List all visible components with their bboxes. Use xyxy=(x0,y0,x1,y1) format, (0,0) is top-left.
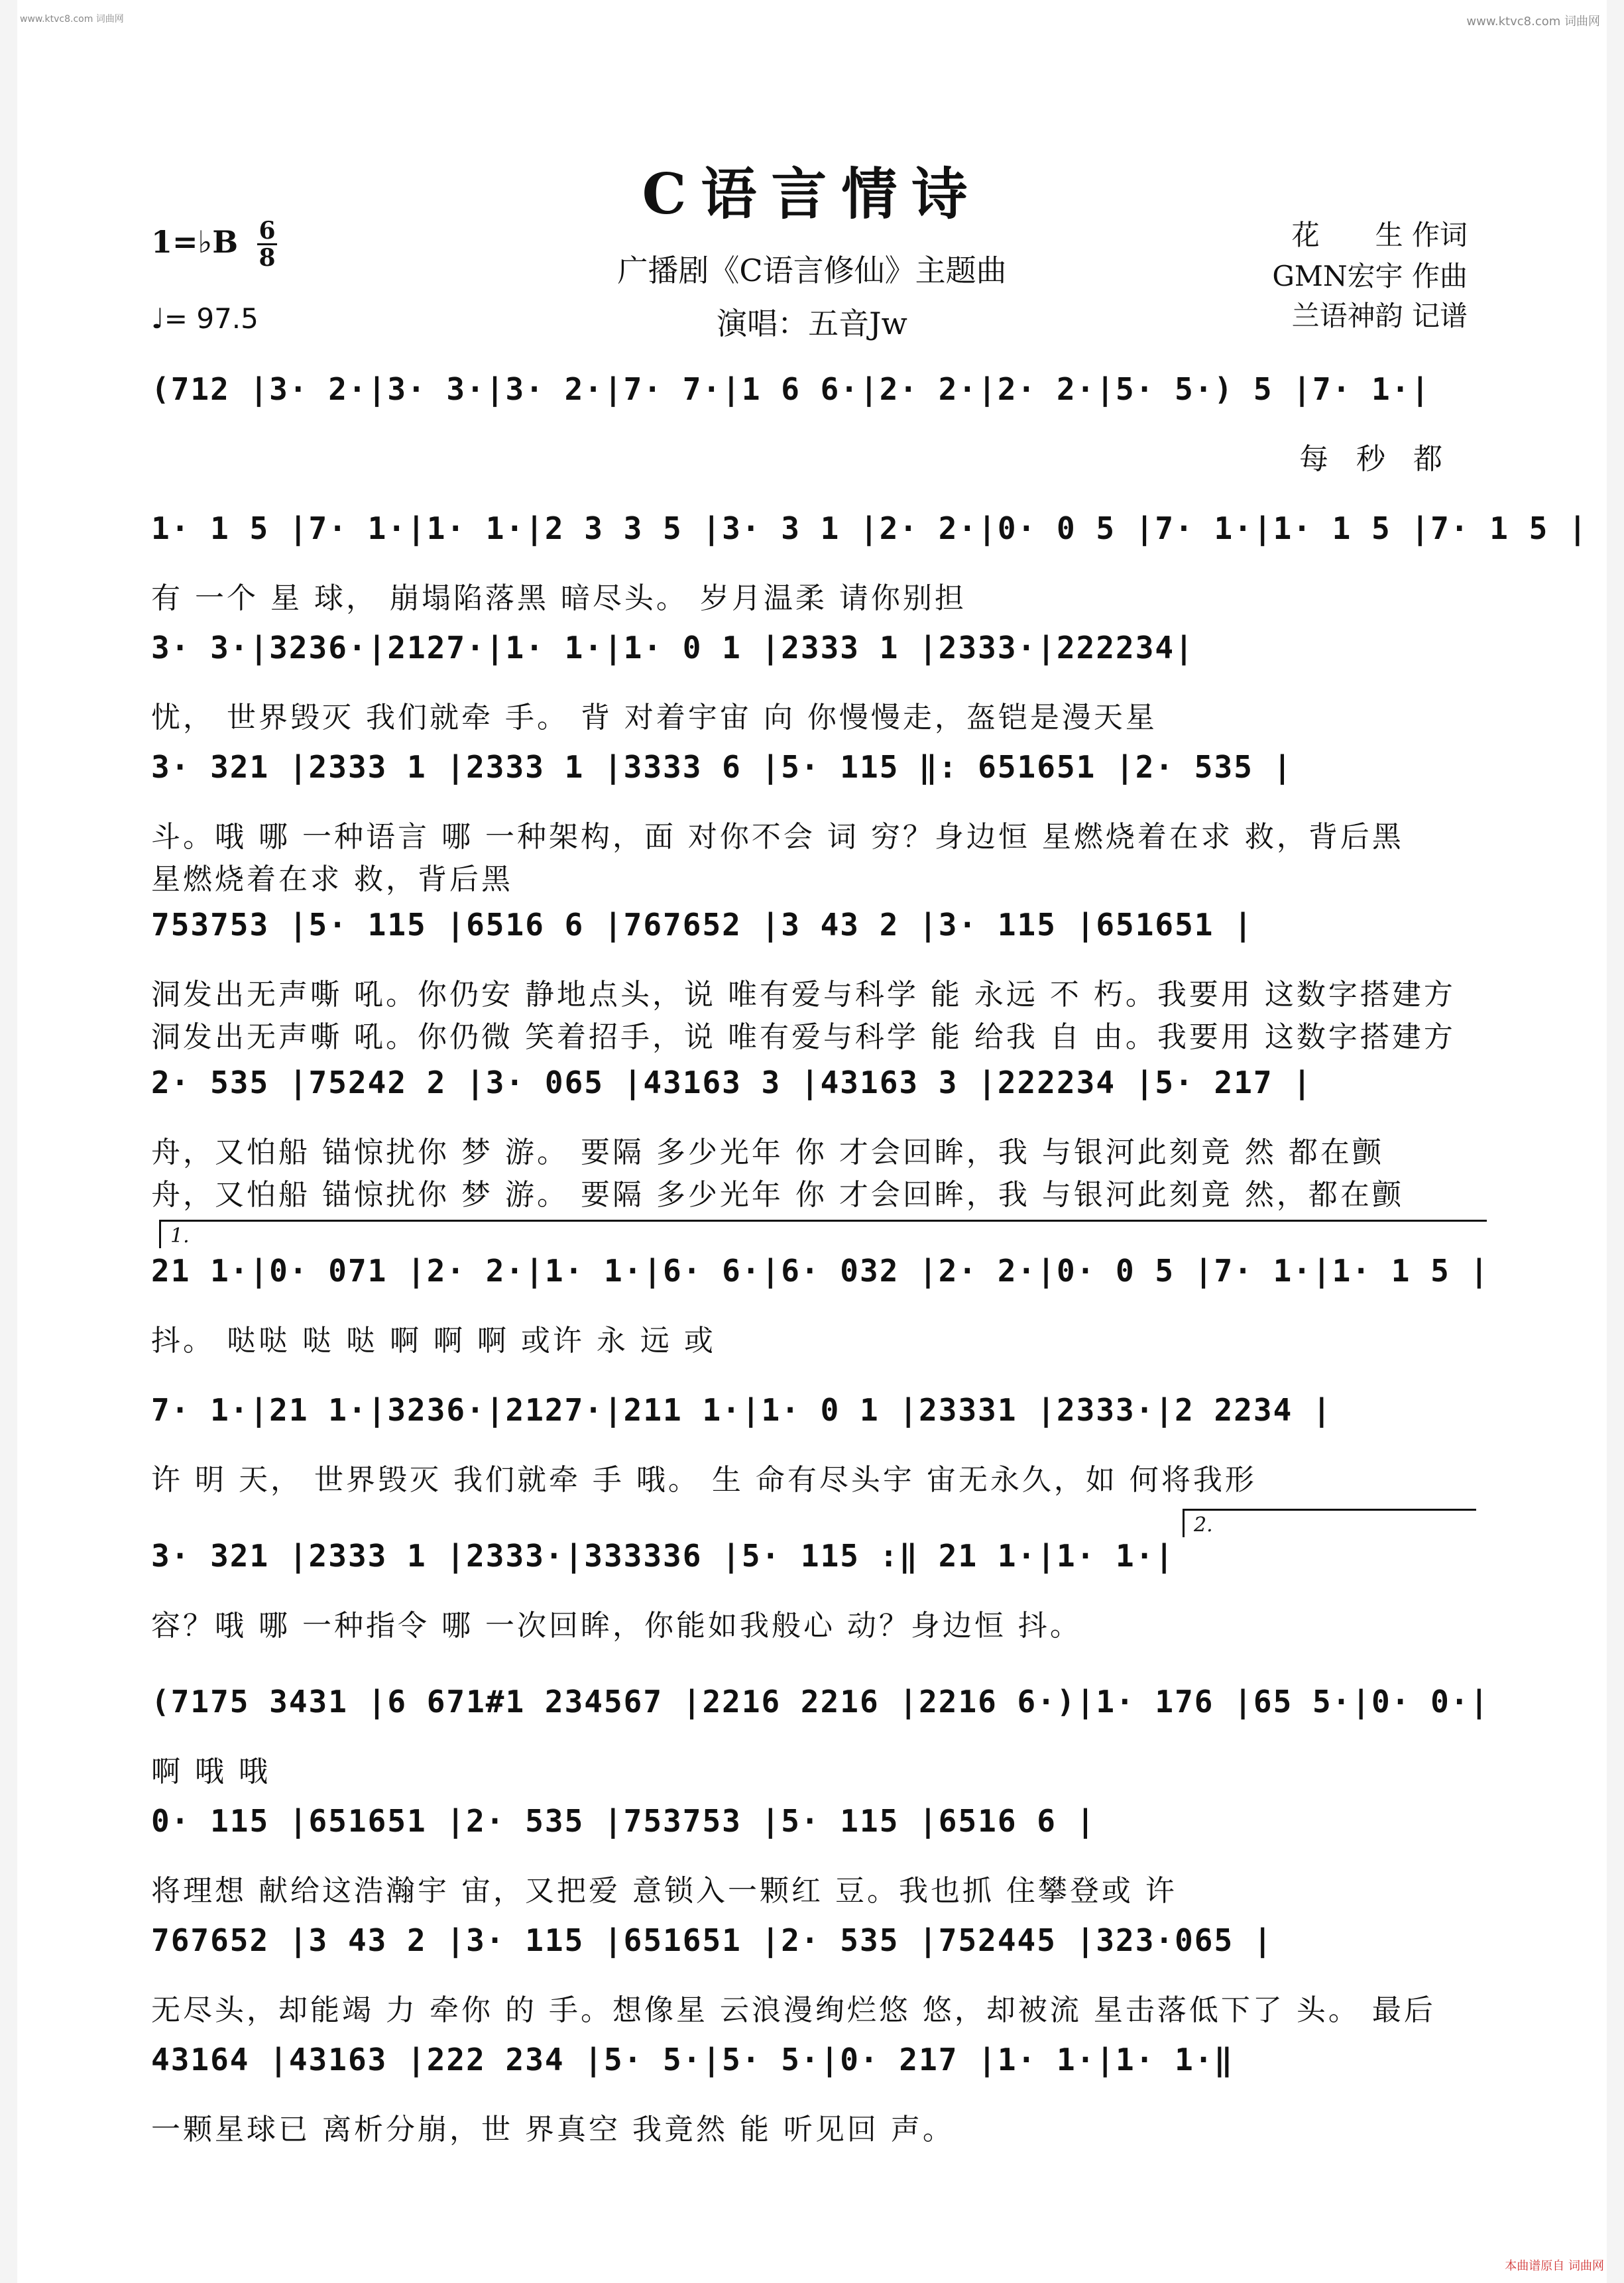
lyricist-credit: 花 生 作词 xyxy=(1291,219,1468,251)
time-denominator: 8 xyxy=(259,244,276,272)
notation-row-12: 767652 |3 43 2 |3· 115 |651651 |2· 535 |752445 |323·065 | xyxy=(151,1922,1273,1958)
key-signature: 1=♭B xyxy=(151,224,239,260)
singer-line: 演唱：五音Jw xyxy=(717,306,907,341)
notation-row-8: 7· 1·|21 1·|3236·|2127·|211 1·|1· 0 1 |23331 |2333·|2 2234 | xyxy=(151,1392,1332,1428)
notation-row-3: 3· 3·|3236·|2127·|1· 1·|1· 0 1 |2333 1 |2333·|222234| xyxy=(151,630,1194,666)
notation-row-1: (712 |3· 2·|3· 3·|3· 2·|7· 7·|1 6 6·|2· 2·|2· 2·|5· 5·) 5 |7· 1·| xyxy=(151,371,1431,407)
lyric-line-4-2: 星燃烧着在求 救，背后黑 xyxy=(151,862,513,896)
composer-credit: GMN宏宇 作曲 xyxy=(1272,260,1468,292)
lyric-line-2-1: 有 一个 星 球， 崩塌陷落黑 暗尽头。 岁月温柔 请你别担 xyxy=(151,581,966,615)
lyric-line-3-1: 忧， 世界毁灭 我们就牵 手。 背 对着宇宙 向 你慢慢走，盔铠是漫天星 xyxy=(151,701,1157,734)
lyric-line-11-1: 将理想 献给这浩瀚宇 宙，又把爱 意锁入一颗红 豆。我也抓 住攀登或 许 xyxy=(151,1874,1177,1908)
site-watermark-left: www.ktvc8.com 词曲网 xyxy=(20,14,124,25)
time-numerator: 6 xyxy=(259,217,276,245)
lyric-line-8-1: 许 明 天， 世界毁灭 我们就牵 手 哦。 生 命有尽头宇 宙无永久，如 何将我形 xyxy=(151,1463,1257,1497)
transcriber-credit: 兰语神韵 记谱 xyxy=(1291,300,1468,332)
lyric-line-6-2: 舟，又怕船 锚惊扰你 梦 游。 要隔 多少光年 你 才会回眸，我 与银河此刻竟 然，都在颤 xyxy=(151,1178,1404,1212)
notation-row-7: 21 1·|0· 071 |2· 2·|1· 1·|6· 6·|6· 032 |2· 2·|0· 0 5 |7· 1·|1· 1 5 | xyxy=(151,1253,1490,1289)
notation-row-5: 753753 |5· 115 |6516 6 |767652 |3 43 2 |3· 115 |651651 | xyxy=(151,907,1253,943)
second-ending-bracket xyxy=(1183,1509,1476,1537)
song-title: C语言情诗 xyxy=(642,161,982,227)
notation-row-6: 2· 535 |75242 2 |3· 065 |43163 3 |43163 3 |222234 |5· 217 | xyxy=(151,1065,1312,1100)
footer-source: 本曲谱原自 词曲网 xyxy=(1505,2259,1604,2273)
lyric-line-5-1: 洞发出无声嘶 吼。你仍安 静地点头，说 唯有爱与科学 能 永远 不 朽。我要用 这数字搭建方 xyxy=(151,978,1456,1012)
notation-row-2: 1· 1 5 |7· 1·|1· 1·|2 3 3 5 |3· 3 1 |2· 2·|0· 0 5 |7· 1·|1· 1 5 |7· 1 5 | xyxy=(151,510,1588,546)
lyric-line-4-1: 斗。哦 哪 一种语言 哪 一种架构，面 对你不会 词 穷？身边恒 星燃烧着在求 救，背后黑 xyxy=(151,820,1404,854)
notation-row-9: 3· 321 |2333 1 |2333·|333336 |5· 115 :‖ 21 1·|1· 1·| xyxy=(151,1538,1175,1574)
lyric-line-10-1: 啊 哦 哦 xyxy=(151,1755,270,1788)
lyric-line-5-2: 洞发出无声嘶 吼。你仍微 笑着招手，说 唯有爱与科学 能 给我 自 由。我要用 这数字搭建方 xyxy=(151,1020,1456,1054)
lyric-line-7-1: 抖。 哒哒 哒 哒 啊 啊 啊 或许 永 远 或 xyxy=(151,1324,716,1358)
second-ending-label: 2. xyxy=(1194,1513,1213,1537)
lyric-line-1-1: 每 秒 都 xyxy=(1299,442,1452,476)
first-ending-bracket xyxy=(159,1220,1487,1248)
notation-row-10: (7175 3431 |6 671#1 234567 |2216 2216 |2216 6·)|1· 176 |65 5·|0· 0·| xyxy=(151,1684,1490,1720)
tempo-marking: ♩= 97.5 xyxy=(151,302,259,335)
site-watermark-right: www.ktvc8.com 词曲网 xyxy=(1466,15,1600,29)
song-subtitle: 广播剧《C语言修仙》主题曲 xyxy=(617,253,1007,288)
lyric-line-9-1: 容？哦 哪 一种指令 哪 一次回眸，你能如我般心 动？身边恒 抖。 xyxy=(151,1609,1082,1643)
lyric-line-6-1: 舟，又怕船 锚惊扰你 梦 游。 要隔 多少光年 你 才会回眸，我 与银河此刻竟 然 都在颤 xyxy=(151,1136,1384,1169)
notation-row-11: 0· 115 |651651 |2· 535 |753753 |5· 115 |6516 6 | xyxy=(151,1803,1096,1839)
time-signature xyxy=(257,219,277,270)
first-ending-label: 1. xyxy=(170,1224,190,1248)
notation-row-13: 43164 |43163 |222 234 |5· 5·|5· 5·|0· 217 |1· 1·|1· 1·‖ xyxy=(151,2042,1234,2078)
lyric-line-12-1: 无尽头，却能竭 力 牵你 的 手。想像星 云浪漫绚烂悠 悠，却被流 星击落低下了 头。 最后 xyxy=(151,1993,1436,2027)
notation-row-4: 3· 321 |2333 1 |2333 1 |3333 6 |5· 115 ‖: 651651 |2· 535 | xyxy=(151,749,1293,785)
lyric-line-13-1: 一颗星球已 离析分崩，世 界真空 我竟然 能 听见回 声。 xyxy=(151,2113,955,2146)
